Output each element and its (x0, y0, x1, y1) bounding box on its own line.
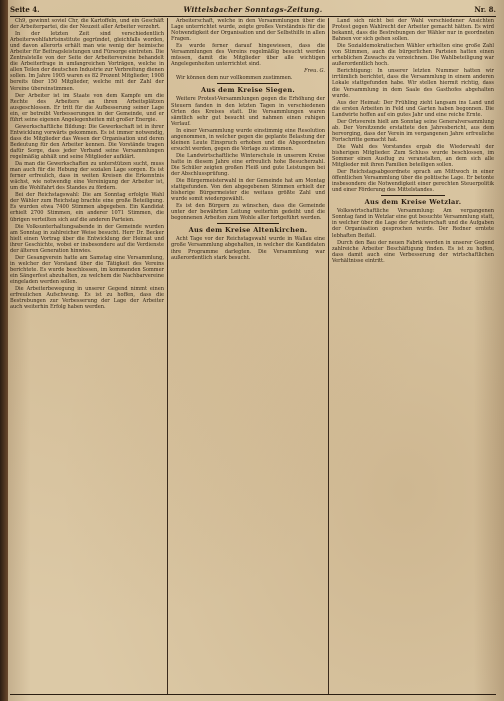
page-header (10, 4, 496, 17)
article-paragraph: Volkswirtschaftliche Versammlung: Am vergangenen Sonntag fand in Wetzlar eine gut besuchte Versammlung statt, in welcher über die Lage der Arbeiterschaft und die Aufgaben der Organisation gesprochen wurde. Der Redner erntete lebhaften Beifall. (332, 208, 494, 239)
section-heading: Aus dem Kreise Wetzlar. (364, 198, 462, 207)
article-paragraph: Acht Tage vor der Reichstagswahl wurde in Wallau eine große Versammlung abgehalten, in welcher die Kandidaten ihre Programme darlegten. Die Versammlung war außerordentlich stark besucht. (171, 236, 325, 261)
article-paragraph: In einer Versammlung wurde einstimmig eine Resolution angenommen, in welcher gegen die geplante Belastung der kleinen Leute Einspruch erhoben und die Abgeordneten ersucht werden, gegen die Vorlage zu stimmen. (171, 127, 325, 152)
section-separator (217, 223, 279, 224)
article-paragraph: Der Arbeiter ist im Staate von dem Kampfe um die Rechte des Arbeiters an ihren Arbeitsplätzen ausgeschlossen. Er tritt für die Aufbesserung seiner Lage ein, er betreibt Verbesserungen in der Gemeinde, und er führt seine eigenen Angelegenheiten mit großer Energie. (10, 92, 164, 123)
column-3 (332, 18, 494, 694)
column-2 (171, 18, 325, 694)
article-paragraph: Land sich nicht bei der Wahl verschiedener Ansichten Protest gegen Wahlrecht der Arbeiter gemacht hätten. Es wird bekannt, dass die Bestrebungen der Wähler nur in geordneten Bahnen vor sich gehen sollen. (332, 18, 494, 43)
article-paragraph: In der letzten Zeit sind verschiedentlich Arbeiterwohlfahrtsinstitute gegründet, gleichfalls worden, und davon allerorts erhält man wie wenig der heimische Arbeiter für Beitragsleistungen und Fürsorge eintreten. Die Zentralstelle von der Seite der Arbeitervereine behandelt die Arbeiterfrage in umfangreichen Vorträgen, welche in allen Teilen der deutschen Industrie zur Verbreitung dienen sollen. Im Jahre 1905 waren es 82 Prozent Mitglieder, 1908 bereits über 150 Mitglieder, welche mit der Zahl der Vereine übereinstimmen. (10, 31, 164, 92)
author-signature: Freu. G. (304, 68, 325, 75)
article-paragraph: Bei der Reichstagswahl: Die am Sonntag erfolgte Wahl der Wähler zum Reichstag brachte eine große Beteiligung. Es wurden etwa 7400 Stimmen abgegeben. Ein Kandidat erhielt 2700 Stimmen, ein anderer 1071 Stimmen, die übrigen verteilten sich auf die anderen Parteien. (10, 192, 164, 223)
article-paragraph: Arbeiterschaft, welche in den Versammlungen über die Lage unterrichtet wurde, zeigte großes Verständnis für die Notwendigkeit der Organisation und der Selbsthilfe in allen Fragen. (171, 18, 325, 43)
article-paragraph: Es wurde ferner darauf hingewiesen, dass die Versammlungen des Vereins regelmäßig besucht werden müssen, damit die Mitglieder über alle wichtigen Angelegenheiten unterrichtet sind. (171, 43, 325, 68)
column-divider (167, 18, 168, 694)
article-paragraph: Der Reichstagsabgeordnete sprach am Mittwoch in einer öffentlichen Versammlung über die politische Lage. Er betonte insbesondere die Notwendigkeit einer gerechten Steuerpolitik und einer Förderung des Mittelstandes. (332, 169, 494, 194)
article-paragraph: Durch den Bau der neuen Fabrik werden in unserer Gegend zahlreiche Arbeiter Beschäftigung finden. Es ist zu hoffen, dass damit auch eine Verbesserung der wirtschaftlichen Verhältnisse eintritt. (332, 239, 494, 264)
bottom-rule (10, 694, 496, 695)
article-paragraph: Die Landwirtschaftliche Winterschule in unserem Kreise hatte in diesem Jahre eine erfreulich hohe Besucherzahl. Die Schüler zeigten großen Fleiß und gute Leistungen bei der Abschlussprüfung. (171, 152, 325, 178)
article-paragraph: Der Ortsverein hielt am Sonntag seine Generalversammlung ab. Der Vorsitzende erstattete den Jahresbericht, aus dem hervorging, dass der Verein im vergangenen Jahre erfreuliche Fortschritte gemacht hat. (332, 118, 494, 143)
article-paragraph: Da man die Gewerkschaften zu unterstützen sucht, muss man auch für die Hebung der sozialen Lage sorgen. Es ist ferner erfreulich, dass in weiten Kreisen die Erkenntnis wächst, wie notwendig eine Vereinigung der Arbeiter ist, um die Wohlfahrt des Standes zu fördern. (10, 161, 164, 192)
article-paragraph: Die Sozialdemokratischen Wähler erhielten eine große Zahl von Stimmen, auch die bürgerlichen Parteien hatten einen erheblichen Zuwachs zu verzeichnen. Die Wahlbeteiligung war außerordentlich hoch. (332, 43, 494, 68)
article-paragraph: Die Bürgermeisterwahl in der Gemeinde hat am Montag stattgefunden. Von den abgegebenen Stimmen erhielt der bisherige Bürgermeister die weitaus größte Zahl und wurde somit wiedergewählt. (171, 178, 325, 203)
issue-number: Nr. 8. (474, 5, 496, 14)
column-1 (10, 18, 164, 694)
binding-edge (0, 0, 8, 701)
article-paragraph: Die Arbeiterbewegung in unserer Gegend nimmt einen erfreulichen Aufschwung. Es ist zu hoffen, dass die Bestrebungen zur Verbesserung der Lage der Arbeiter auch weiterhin Erfolg haben werden. (10, 286, 164, 311)
article-paragraph: Die Volksunterhaltungsabende in der Gemeinde wurden am Sonntag in zahlreicher Weise besucht. Herr Dr. Becker hielt einen Vortrag über die Entwicklung der Heimat und ihrer Geschichte, wobei er insbesondere auf die Verdienste der älteren Generation hinwies. (10, 223, 164, 254)
section-separator (217, 83, 279, 84)
page-number: Seite 4. (10, 5, 40, 14)
article-paragraph: Aus der Heimat: Der Frühling zieht langsam ins Land und die ersten Arbeiten in Feld und Garten haben begonnen. Die Landwirte hoffen auf ein gutes Jahr und eine reiche Ernte. (332, 99, 494, 118)
article-paragraph: Wir können dem nur vollkommen zustimmen. (176, 75, 293, 82)
article-paragraph: Die Wahl des Vorstandes ergab die Wiederwahl der bisherigen Mitglieder. Zum Schluss wurde beschlossen, im Sommer einen Ausflug zu veranstalten, an dem sich alle Mitglieder mit ihren Familien beteiligen sollen. (332, 143, 494, 169)
article-paragraph: Berichtigung: In unserer letzten Nummer hatten wir irrtümlich berichtet, dass die Versammlung in einem anderen Lokale stattgefunden habe. Wir stellen hiermit richtig, dass die Versammlung in dem Saale des Gasthofes abgehalten wurde. (332, 68, 494, 99)
newspaper-title: Wittelsbacher Sonntags-Zeitung. (183, 5, 323, 14)
article-paragraph: Gewerkschaftliche Bildung: Die Gewerkschaft ist in ihrer Entwicklung vorwärts gekommen. Es ist immer notwendig, dass die Mitglieder das Wesen der Organisation und deren Bedeutung für den Arbeiter kennen. Die Vorstände tragen dafür Sorge, dass jeder Verband seine Versammlungen regelmäßig abhält und seine Mitglieder aufklärt. (10, 123, 164, 161)
section-heading: Aus dem Kreise Siegen. (200, 86, 296, 95)
article-paragraph: Weitere Protest-Versammlungen gegen die Erhöhung der Steuern fanden in den letzten Tagen in verschiedenen Orten des Kreises statt. Die Versammlungen waren sämtlich sehr gut besucht und nahmen einen ruhigen Verlauf. (171, 96, 325, 127)
article-paragraph: Es ist den Bürgern zu wünschen, dass die Gemeinde unter der bewährten Leitung weiterhin gedeiht und die begonnenen Arbeiten zum Wohle aller fortgeführt werden. (171, 203, 325, 222)
article-paragraph: Der Gesangverein hatte am Samstag eine Versammlung, in welcher der Vorstand über die Tätigkeit des Vereins berichtete. Es wurde beschlossen, im kommenden Sommer ein Sängerfest abzuhalten, zu welchem die Nachbarvereine eingeladen werden sollen. (10, 254, 164, 285)
column-divider (328, 18, 329, 694)
article-paragraph: Ch9, gewinnt soviel Chr, die Kartoffeln, und ein Geschäft der Arbeiterpartei, die der Neuzeit aller Arbeiter verzehrt. (10, 18, 164, 31)
section-separator (381, 195, 446, 196)
section-heading: Aus dem Kreise Altenkirchen. (188, 226, 308, 235)
